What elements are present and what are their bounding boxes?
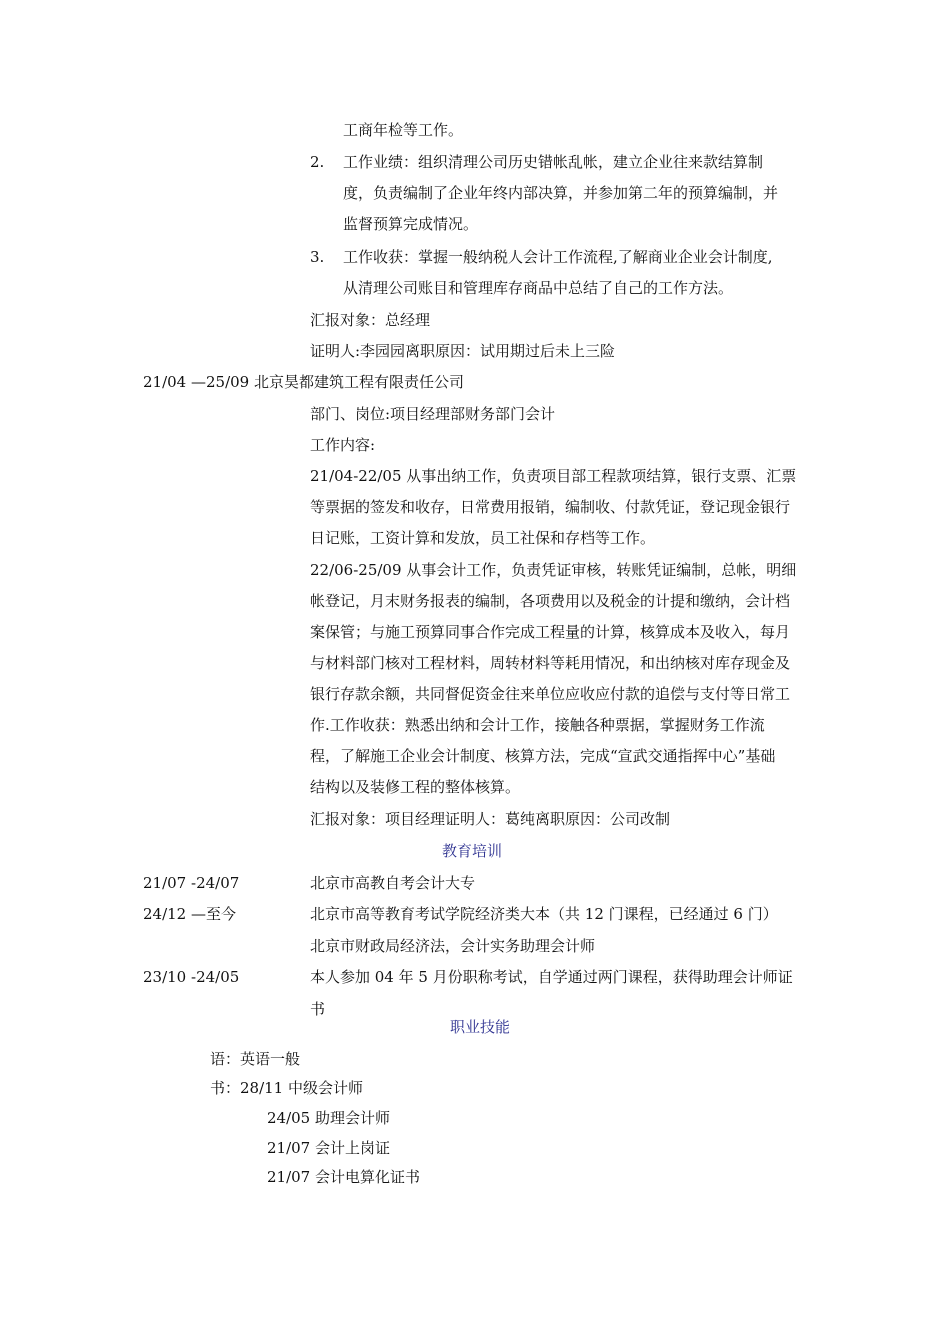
edu-text: 北京市财政局经济法，会计实务助理会计师 bbox=[310, 937, 596, 955]
edu-date: 23/10 -24/05 bbox=[143, 968, 240, 986]
item3-line: 从清理公司账目和管理库存商品中总结了自己的工作方法。 bbox=[343, 279, 734, 297]
job-para2-line: 与材料部门核对工程材料，周转材料等耗用情况，和出纳核对库存现金及 bbox=[310, 654, 791, 672]
item-number: 3. bbox=[310, 248, 325, 266]
education-heading: 教育培训 bbox=[442, 842, 503, 860]
item2-line: 工作业绩：组织清理公司历史错帐乱帐，建立企业往来款结算制 bbox=[343, 153, 764, 171]
edu-text: 本人参加 04 年 5 月份职称考试，自学通过两门课程，获得助理会计师证 bbox=[310, 968, 793, 986]
skill-cert: 21/07 会计电算化证书 bbox=[267, 1168, 420, 1186]
skills-heading: 职业技能 bbox=[450, 1018, 511, 1036]
skill-language: 语：英语一般 bbox=[210, 1050, 301, 1068]
item3-line: 工作收获：掌握一般纳税人会计工作流程,了解商业企业会计制度, bbox=[343, 248, 773, 266]
job-para2-line: 22/06-25/09 从事会计工作，负责凭证审核，转账凭证编制，总帐，明细 bbox=[310, 561, 797, 579]
job-content-label: 工作内容: bbox=[310, 436, 376, 454]
job-dept: 部门、岗位:项目经理部财务部门会计 bbox=[310, 405, 556, 423]
item-number: 2. bbox=[310, 153, 325, 171]
job-footer: 汇报对象：项目经理证明人：葛纯离职原因：公司改制 bbox=[310, 810, 671, 828]
work-cont-line: 工商年检等工作。 bbox=[343, 121, 464, 139]
job-para2-line: 作.工作收获：熟悉出纳和会计工作，接触各种票据，掌握财务工作流 bbox=[310, 716, 765, 734]
job-para1-line: 等票据的签发和收存，日常费用报销，编制收、付款凭证，登记现金银行 bbox=[310, 498, 791, 516]
job-para2-line: 银行存款余额，共同督促资金往来单位应收应付款的追偿与支付等日常工 bbox=[310, 685, 791, 703]
report-to: 汇报对象：总经理 bbox=[310, 311, 431, 329]
edu-date: 24/12 —至今 bbox=[143, 905, 236, 923]
edu-date: 21/07 -24/07 bbox=[143, 874, 240, 892]
skill-cert: 21/07 会计上岗证 bbox=[267, 1139, 390, 1157]
job-para2-line: 案保管；与施工预算同事合作完成工程量的计算，核算成本及收入，每月 bbox=[310, 623, 791, 641]
edu-text: 北京市高等教育考试学院经济类大本（共 12 门课程，已经通过 6 门） bbox=[310, 905, 778, 923]
item2-line: 度，负责编制了企业年终内部决算，并参加第二年的预算编制，并 bbox=[343, 184, 779, 202]
skill-cert-first: 书：28/11 中级会计师 bbox=[210, 1079, 363, 1097]
job-para1-line: 21/04-22/05 从事出纳工作，负责项目部工程款项结算，银行支票、汇票 bbox=[310, 467, 797, 485]
edu-text: 北京市高教自考会计大专 bbox=[310, 874, 476, 892]
job-para2-line: 结构以及装修工程的整体核算。 bbox=[310, 778, 521, 796]
job-para2-line: 程，了解施工企业会计制度、核算方法，完成“宣武交通指挥中心”基础 bbox=[310, 747, 776, 765]
job-para2-line: 帐登记，月末财务报表的编制，各项费用以及税金的计提和缴纳，会计档 bbox=[310, 592, 791, 610]
witness-line: 证明人:李园园离职原因：试用期过后未上三险 bbox=[310, 342, 616, 360]
job-para1-line: 日记账，工资计算和发放，员工社保和存档等工作。 bbox=[310, 529, 656, 547]
edu-text-wrap: 书 bbox=[310, 1000, 326, 1018]
job-period-company: 21/04 —25/09 北京昊都建筑工程有限责任公司 bbox=[143, 373, 464, 391]
item2-line: 监督预算完成情况。 bbox=[343, 215, 479, 233]
skill-cert: 24/05 助理会计师 bbox=[267, 1109, 390, 1127]
